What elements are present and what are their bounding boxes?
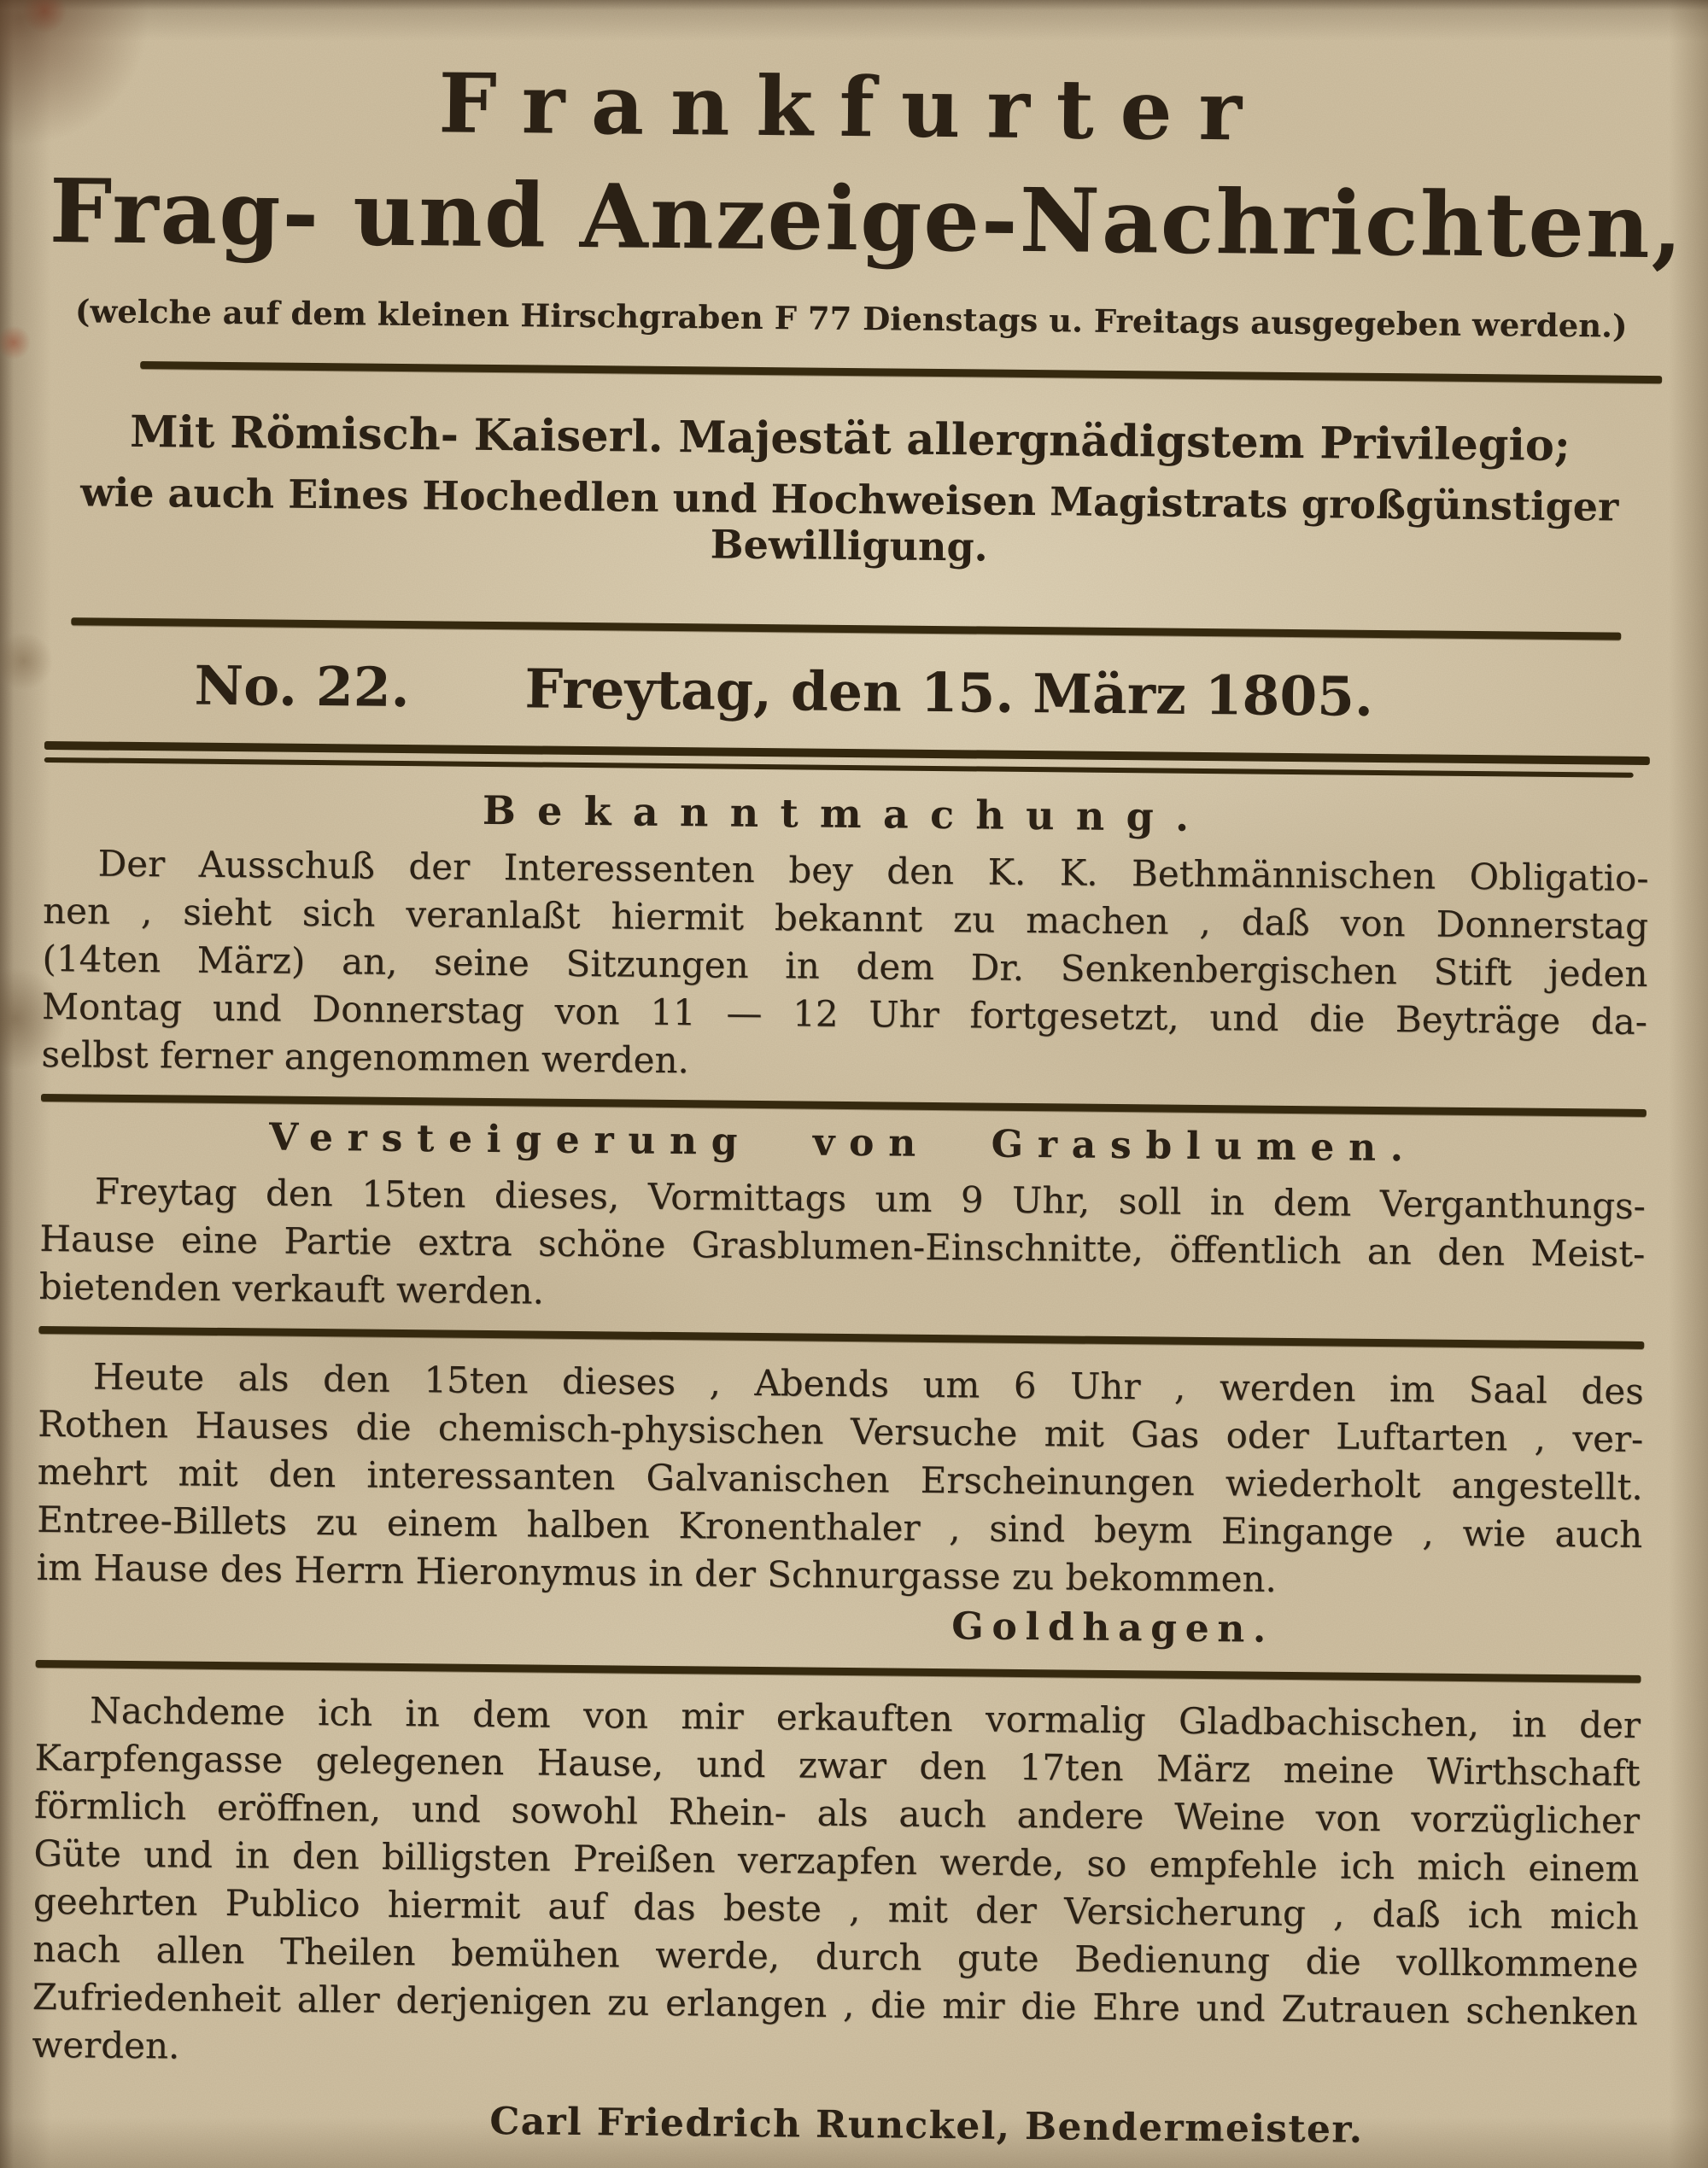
rule-divider bbox=[41, 1094, 1647, 1117]
newspaper-page bbox=[31, 29, 1685, 2159]
paragraph-line: im Hause des Herrn Hieronymus in der Schnurgasse zu bekommen. bbox=[36, 1546, 1278, 1600]
dateline bbox=[44, 652, 1651, 731]
privilege-line-1: Mit Römisch- Kaiserl. Majestät allergnädigstem Privilegio; bbox=[129, 406, 1571, 472]
rule-divider bbox=[140, 361, 1662, 383]
paragraph-line: förmlich eröffnen, und sowohl Rhein- als auch andere Weine von vorzüglicher bbox=[33, 1784, 1641, 1842]
issue-date: Freytag, den 15. März 1805. bbox=[524, 657, 1374, 728]
paragraph-line: Montag und Donnerstag von 11 — 12 Uhr fortgesetzt, und die Beyträge da- bbox=[41, 985, 1648, 1043]
privilege-line-2: wie auch Eines Hochedlen und Hochweisen Magistrats großgünstiger Bewilligung. bbox=[79, 469, 1619, 570]
paragraph-line: bietenden verkauft werden. bbox=[38, 1265, 545, 1312]
issue-number: No. 22. bbox=[194, 653, 410, 720]
paragraph-line: nen , sieht sich veranlaßt hiermit bekannt zu machen , daß von Donnerstag bbox=[42, 889, 1649, 947]
auction-paragraph bbox=[39, 1167, 1647, 1326]
signature-runckel: Carl Friedrich Runckel, Bendermeister. bbox=[489, 2100, 1364, 2152]
paragraph-line: Zufriedenheit aller derjenigen zu erlangen , die mir die Ehre und Zutrauen schenken bbox=[32, 1975, 1639, 2033]
paragraph-line: Rothen Hauses die chemisch-physischen Versuche mit Gas oder Luftarten , ver- bbox=[38, 1402, 1644, 1460]
paragraph-line: Güte und in den billigsten Preißen verzapfen werde, so empfehle ich mich einem bbox=[33, 1832, 1640, 1890]
paragraph-line: Nachdeme ich in dem von mir erkauften vormalig Gladbachischen, in der bbox=[89, 1689, 1641, 1746]
rule-divider bbox=[36, 1660, 1641, 1683]
rule-divider bbox=[38, 1326, 1644, 1349]
paragraph-line: nach allen Theilen bemühen werde, durch gute Bedienung die vollkommene bbox=[32, 1927, 1639, 1985]
paragraph-line: mehrt mit den interessanten Galvanischen Erscheinungen wiederholt angestellt. bbox=[37, 1450, 1643, 1508]
paragraph-line: selbst ferner angenommen werden. bbox=[41, 1032, 690, 1082]
paragraph-line: Der Ausschuß der Interessenten bey den K. K. Bethmännischen Obligatio- bbox=[97, 842, 1649, 900]
rule-divider bbox=[71, 617, 1621, 640]
paragraph-line: Freytag den 15ten dieses, Vormittags um 9 Uhr, soll in dem Verganthungs- bbox=[94, 1170, 1647, 1227]
section-heading-versteigerung: Versteigerung von Grasblumen. bbox=[268, 1115, 1418, 1171]
paragraph-line: Heute als den 15ten dieses , Abends um 6 Uhr , werden im Saal des bbox=[92, 1355, 1645, 1412]
experiments-paragraph bbox=[36, 1353, 1644, 1660]
paragraph-line: (14ten März) an, seine Sitzungen in dem Dr. Senkenbergischen Stift jeden bbox=[42, 937, 1648, 995]
signature-goldhagen: Goldhagen. bbox=[951, 1604, 1275, 1651]
wine-tavern-paragraph bbox=[31, 1686, 1641, 2159]
page-title-line2: Frag- und Anzeige-Nachrichten, bbox=[49, 159, 1685, 279]
announcement-paragraph bbox=[41, 839, 1649, 1094]
paragraph-line: Entree-Billets zu einem halben Kronenthaler , sind beym Eingange , wie auch bbox=[37, 1498, 1643, 1556]
page-title-line1: Frankfurter bbox=[438, 55, 1269, 160]
paragraph-line: Karpfengasse gelegenen Hause, und zwar den 17ten März meine Wirthschaft bbox=[34, 1736, 1641, 1794]
paragraph-line: Hause eine Partie extra schöne Grasblumen-Einschnitte, öffentlich an den Meist- bbox=[39, 1217, 1646, 1275]
imprint-line: (welche auf dem kleinen Hirschgraben F 77 Dienstags u. Freitags ausgegeben werden.) bbox=[74, 292, 1628, 345]
paragraph-line: geehrten Publico hiermit auf das beste , mit der Versicherung , daß ich mich bbox=[32, 1879, 1640, 1937]
double-rule-divider bbox=[44, 741, 1650, 778]
section-heading-bekanntmachung: Bekanntmachung. bbox=[482, 786, 1211, 841]
paragraph-line: werden. bbox=[32, 2023, 180, 2067]
